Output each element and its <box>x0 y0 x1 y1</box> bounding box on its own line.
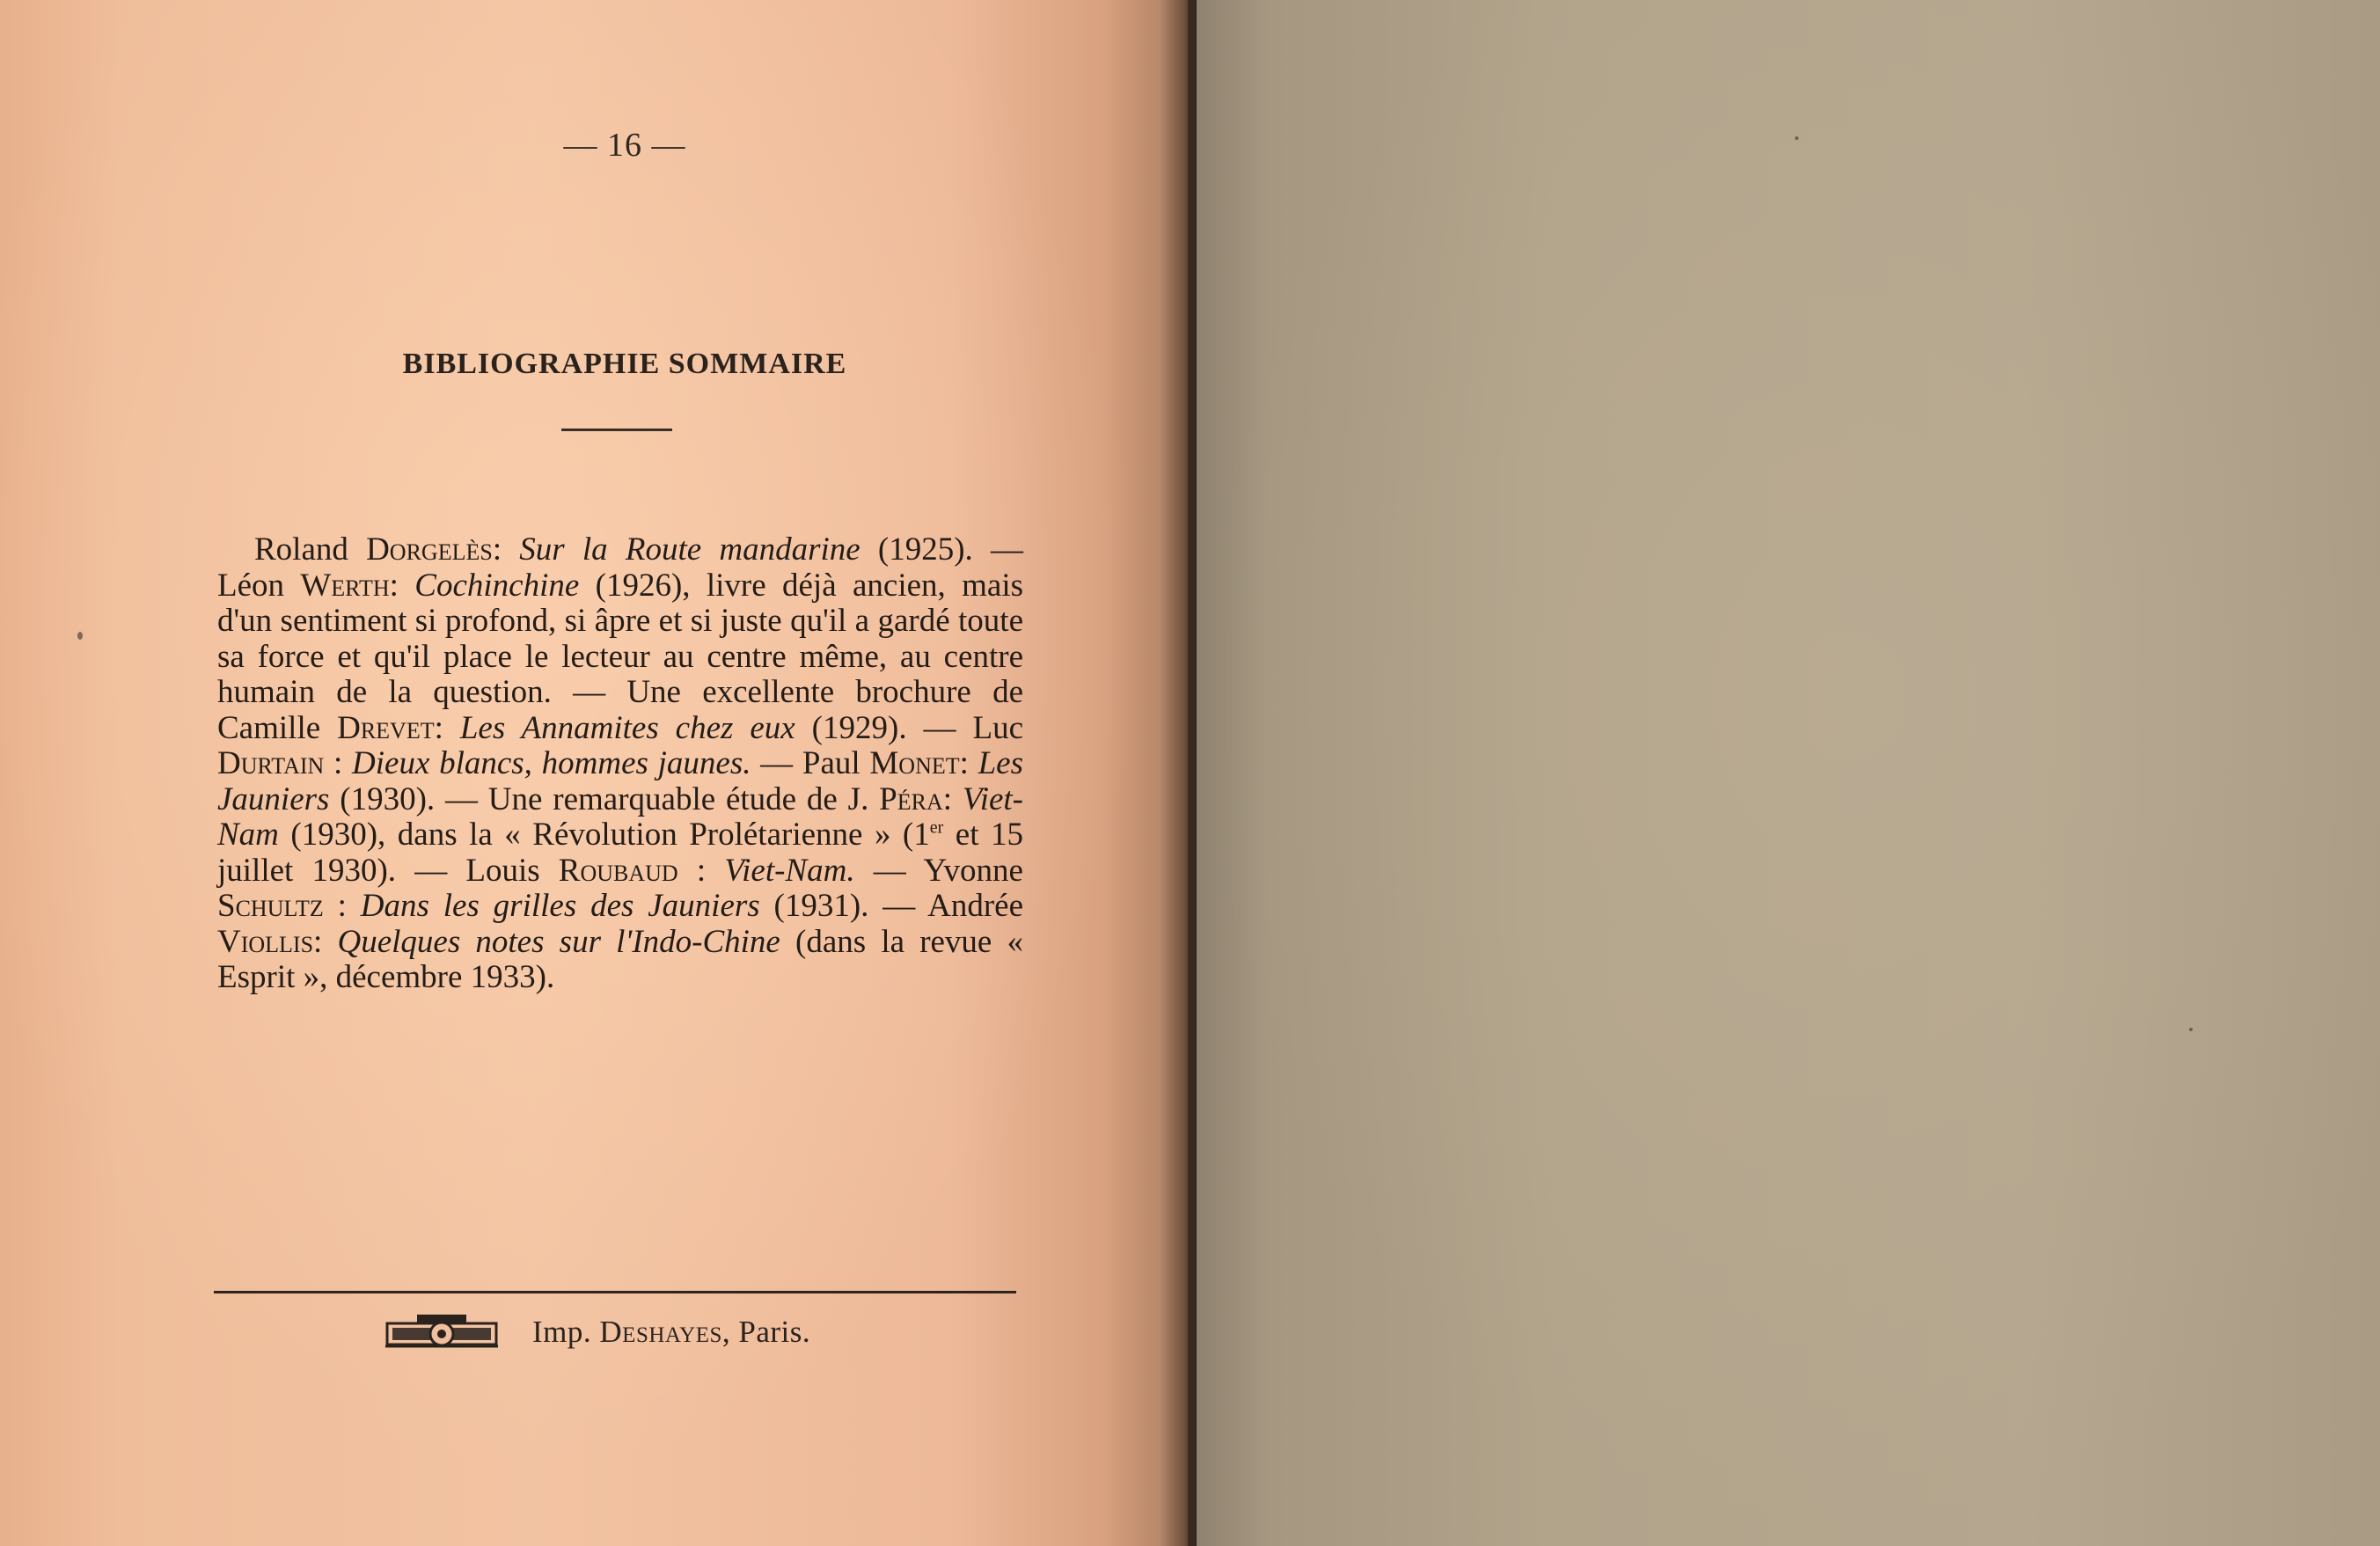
text-run: : <box>959 745 978 781</box>
imprint-prefix: Imp. <box>532 1315 600 1349</box>
page-number: — 16 — <box>563 127 686 164</box>
author-name: Péra <box>879 780 943 817</box>
left-page <box>0 0 1188 1546</box>
author-name: Viollis <box>217 923 314 960</box>
text-run: : <box>434 709 460 746</box>
work-title: Cochinchine <box>414 567 580 604</box>
text-run: (1930). — Une remarquable étude de J. <box>329 780 880 817</box>
author-name: Werth <box>300 567 390 604</box>
text-run: — Paul <box>751 745 870 781</box>
paper-speck <box>1795 136 1798 140</box>
text-run: (dans la revue « Esprit », décembre 1933). <box>217 923 1024 995</box>
text-run: (1929). — Luc <box>795 709 1023 746</box>
heading-rule <box>561 429 672 431</box>
author-name: Drevet <box>337 709 435 746</box>
text-run: : <box>942 780 963 817</box>
text-run: : <box>677 852 725 889</box>
work-title: Viet-Nam <box>217 780 1024 853</box>
superscript: er <box>929 817 944 838</box>
paper-speck <box>77 632 83 640</box>
text-run: et 15 juillet 1930). — Louis <box>217 817 1023 889</box>
bibliography-text <box>217 532 1023 996</box>
author-name: Monet <box>869 745 960 781</box>
text-run: : <box>323 888 361 924</box>
footer-rule <box>214 1291 1016 1293</box>
printer-ornament-icon <box>385 1311 498 1350</box>
text-run: (1926), livre déjà ancien, mais d'un sentiment si profond, si âpre et si juste qu'il a gardé toute sa force et qu'il place le lecteur au centre même, au centre humain de la question. — Une excellente brochure de Camille <box>217 567 1024 746</box>
text-run: (1930), dans la « Révolution Prolétarienne » (1 <box>278 817 930 853</box>
work-title: Dans les grilles des Jauniers <box>360 888 760 924</box>
work-title: Sur la Route mandarine <box>519 531 860 568</box>
imprint-printer: Deshayes <box>599 1315 722 1349</box>
author-name: Schultz <box>217 888 324 924</box>
paper-speck <box>2189 1028 2193 1031</box>
text-run: — Yvonne <box>854 852 1023 889</box>
author-name: Roubaud <box>558 852 678 889</box>
right-page-blank <box>1197 0 2380 1546</box>
work-title: Viet-Nam. <box>724 852 855 889</box>
work-title: Dieux blancs, hommes jaunes. <box>352 745 751 781</box>
work-title: Les Jauniers <box>217 745 1024 817</box>
text-run: (1925). — Léon <box>217 531 1023 604</box>
bibliography-heading: BIBLIOGRAPHIE SOMMAIRE <box>402 348 847 380</box>
text-run: : <box>324 745 353 781</box>
author-name: Dorgelès <box>366 531 493 568</box>
text-run: (1931). — Andrée <box>759 888 1023 924</box>
imprint <box>532 1315 810 1350</box>
imprint-suffix: , Paris. <box>721 1315 811 1349</box>
work-title: Les Annamites chez eux <box>459 709 795 746</box>
text-run: : <box>389 567 415 604</box>
text-run: Roland <box>254 531 367 568</box>
author-name: Durtain <box>217 745 325 781</box>
work-title: Quelques notes sur l'Indo-Chine <box>337 923 780 960</box>
text-run: : <box>492 531 520 568</box>
text-run: : <box>313 923 338 960</box>
